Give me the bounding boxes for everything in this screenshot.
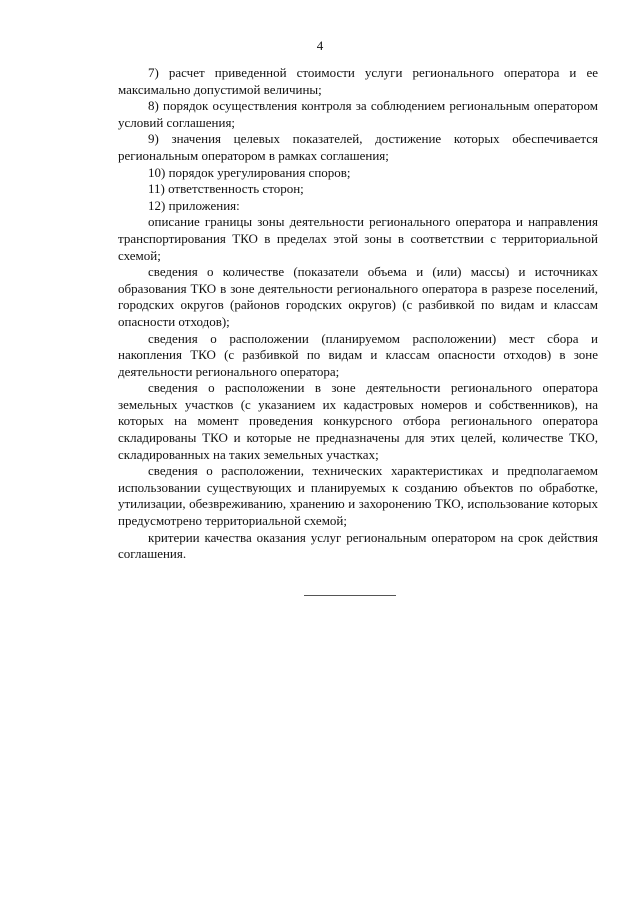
paragraph-item-7: 7) расчет приведенной стоимости услуги регионального оператора и ее максимально допустимой величины;: [118, 65, 598, 97]
page-number: 4: [316, 38, 324, 53]
paragraph-item-11: 11) ответственность сторон;: [148, 181, 304, 197]
paragraph-item-9: 9) значения целевых показателей, достижение которых обеспечивается региональным оператором в рамках соглашения;: [118, 131, 598, 163]
appendix-processing-facilities: сведения о расположении, технических характеристиках и предполагаемом использовании существующих и планируемых к созданию объектов по обработке, утилизации, обезвреживанию, хранению и захоронению ТКО, использование которых предусмотрено территориальной схемой;: [118, 463, 598, 529]
appendix-zone-boundary: описание границы зоны деятельности регионального оператора и направления транспортирования ТКО в пределах этой зоны в соответствии с территориальной схемой;: [118, 214, 598, 263]
appendix-waste-quantity: сведения о количестве (показатели объема и (или) массы) и источниках образования ТКО в зоне деятельности регионального оператора в разрезе поселений, городских округов (районов городских округов) (с разбивкой по видам и классам опасности отходов);: [118, 264, 598, 329]
document-body: [118, 65, 598, 563]
appendix-land-plots: сведения о расположении в зоне деятельности регионального оператора земельных участков (с указанием их кадастровых номеров и собственников), на которых на момент проведения конкурсного отбора регионального оператора складированы ТКО и которые не предназначены для этих целей, количестве ТКО, складированных на таких земельных участках;: [118, 380, 598, 462]
end-separator-line: [304, 595, 396, 596]
paragraph-item-10: 10) порядок урегулирования споров;: [148, 164, 351, 180]
appendix-collection-sites: сведения о расположении (планируемом расположении) мест сбора и накопления ТКО (с разбивкой по видам и классам опасности отходов) в зоне деятельности регионального оператора;: [118, 330, 598, 379]
appendix-quality-criteria: критерии качества оказания услуг региональным оператором на срок действия соглашения.: [118, 529, 598, 562]
paragraph-item-8: 8) порядок осуществления контроля за соблюдением региональным оператором условий соглашения;: [118, 98, 598, 130]
paragraph-item-12: 12) приложения:: [148, 197, 240, 213]
